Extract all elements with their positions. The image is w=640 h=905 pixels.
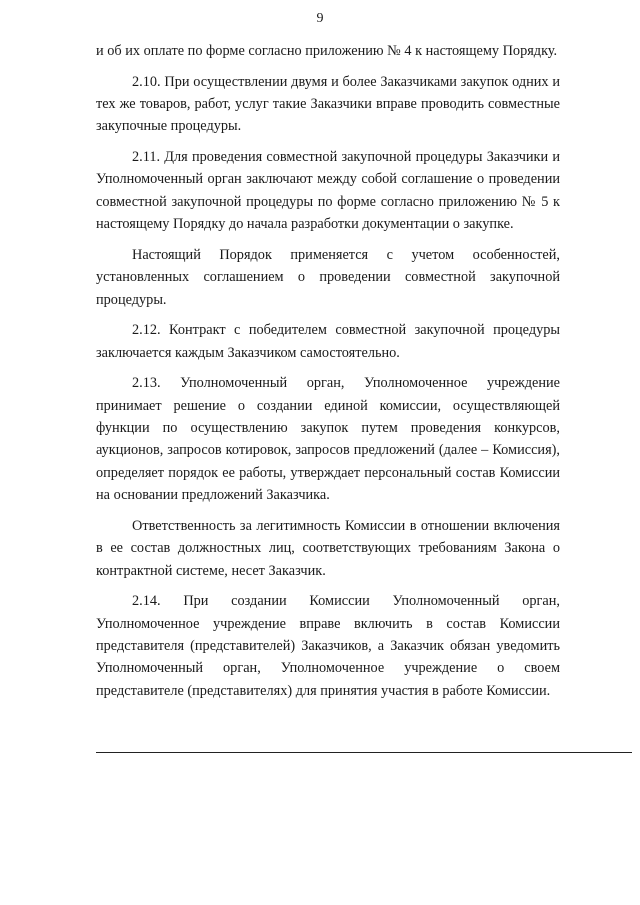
horizontal-rule: [96, 752, 632, 753]
page-number: 9: [316, 11, 324, 26]
paragraph-2-12: 2.12. Контракт с победителем совместной закупочной процедуры заключается каждым Заказчиком самостоятельно.: [96, 322, 560, 361]
paragraph-2-13: 2.13. Уполномоченный орган, Уполномоченное учреждение принимает решение о создании единой комиссии, осуществляющей функции по осуществлению закупок путем проведения конкурсов, аукционов, запросов котировок, запросов предложений (далее – Комиссия), определяет порядок ее работы, утверждает персональный состав Комиссии на основании предложений Заказчика.: [96, 375, 560, 504]
paragraph-continuation: и об их оплате по форме согласно приложению № 4 к настоящему Порядку.: [96, 43, 558, 59]
paragraph-2-11: 2.11. Для проведения совместной закупочной процедуры Заказчики и Уполномоченный орган заключают между собой соглашение о проведении совместной закупочной процедуры по форме согласно приложению № 5 к настоящему Порядку до начала разработки документации о закупке.: [96, 149, 560, 233]
paragraph-2-11-note: Настоящий Порядок применяется с учетом особенностей, установленных соглашением о проведении совместной закупочной процедуры.: [96, 246, 560, 308]
paragraph-2-14: 2.14. При создании Комиссии Уполномоченный орган, Уполномоченное учреждение вправе включить в состав Комиссии представителя (представителей) Заказчиков, а Заказчик обязан уведомить Уполномоченный орган, Уполномоченное учреждение о своем представителе (представителях) для принятия участия в работе Комиссии.: [96, 593, 560, 699]
paragraph-2-10: 2.10. При осуществлении двумя и более Заказчиками закупок одних и тех же товаров, работ, услуг такие Заказчики вправе проводить совместные закупочные процедуры.: [96, 73, 560, 135]
document-body: [96, 40, 560, 710]
paragraph-2-13-responsibility: Ответственность за легитимность Комиссии в отношении включения в ее состав должностных лиц, соответствующих требованиям Закона о контрактной системе, несет Заказчик.: [96, 517, 560, 579]
